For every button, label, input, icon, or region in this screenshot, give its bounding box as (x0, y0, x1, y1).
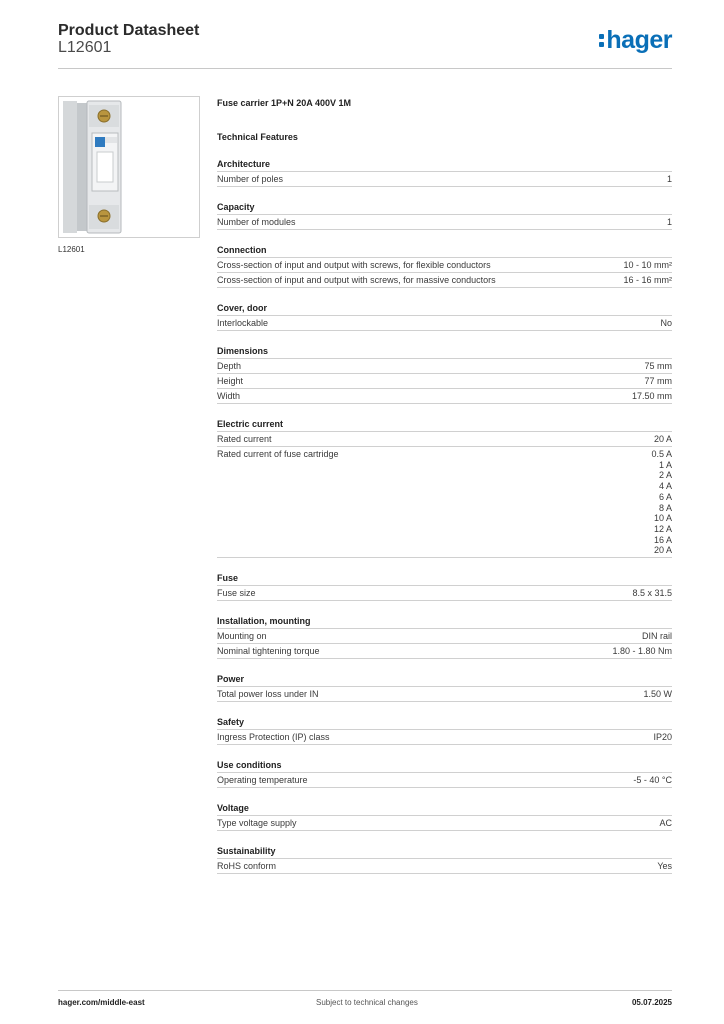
feature-label: Operating temperature (217, 775, 308, 786)
feature-value: 75 mm (644, 361, 672, 371)
feature-value: 4 A (658, 481, 672, 492)
feature-section (217, 673, 672, 702)
feature-value: 77 mm (644, 376, 672, 386)
brand-name: hager (606, 26, 672, 54)
feature-values (632, 588, 672, 599)
feature-value: 2 A (658, 470, 672, 481)
feature-row (217, 859, 672, 874)
feature-row (217, 258, 672, 273)
section-title: Use conditions (217, 759, 672, 773)
feature-value: IP20 (653, 732, 672, 743)
feature-value: 1 (666, 174, 672, 184)
logo-dots-icon (599, 34, 604, 47)
feature-value: 17.50 mm (631, 391, 672, 401)
feature-row (217, 816, 672, 831)
section-title: Safety (217, 716, 672, 730)
datasheet-content (217, 96, 672, 874)
feature-value: 1.50 W (643, 689, 672, 700)
product-name: Fuse carrier 1P+N 20A 400V 1M (217, 98, 351, 108)
feature-row (217, 316, 672, 331)
feature-row (217, 586, 672, 601)
feature-section (217, 615, 672, 659)
feature-values (612, 646, 672, 657)
feature-row (217, 730, 672, 745)
feature-label: Mounting on (217, 631, 267, 642)
section-title: Sustainability (217, 845, 672, 859)
feature-values (657, 861, 672, 872)
feature-row (217, 374, 672, 389)
header-divider (58, 68, 672, 69)
feature-value: 1.80 - 1.80 Nm (612, 646, 672, 657)
feature-value: 0.5 A (651, 449, 672, 459)
feature-values (651, 449, 672, 556)
feature-section (217, 345, 672, 404)
feature-label: Nominal tightening torque (217, 646, 320, 657)
feature-row (217, 773, 672, 788)
feature-section (217, 572, 672, 601)
feature-label: Depth (217, 361, 242, 371)
feature-label: Fuse size (217, 588, 256, 599)
section-title: Fuse (217, 572, 672, 586)
section-title: Cover, door (217, 302, 672, 316)
feature-values (623, 275, 672, 286)
section-title: Dimensions (217, 345, 672, 359)
feature-value: 12 A (653, 523, 672, 534)
technical-features-heading: Technical Features (217, 132, 298, 142)
feature-value: DIN rail (641, 631, 672, 642)
section-title: Architecture (217, 158, 672, 172)
feature-label: Rated current (217, 434, 272, 444)
feature-row (217, 215, 672, 230)
feature-value: Yes (657, 861, 672, 872)
feature-label: Height (217, 376, 244, 386)
feature-value: -5 - 40 °C (633, 775, 672, 786)
feature-label: Ingress Protection (IP) class (217, 732, 330, 743)
product-code: L12601 (58, 39, 112, 56)
feature-row (217, 389, 672, 404)
feature-values (632, 391, 672, 402)
feature-section (217, 716, 672, 745)
feature-values (660, 318, 672, 329)
feature-value: 1 (666, 217, 672, 227)
feature-values (653, 732, 672, 743)
feature-values (623, 260, 672, 271)
brand-logo (599, 28, 672, 53)
section-title: Electric current (217, 418, 672, 432)
feature-section (217, 302, 672, 331)
feature-label: Type voltage supply (217, 818, 297, 829)
feature-row (217, 172, 672, 187)
feature-label: Cross-section of input and output with screws, for flexible conductors (217, 260, 491, 270)
feature-row (217, 447, 672, 558)
footer-notice: Subject to technical changes (316, 998, 418, 1007)
image-caption: L12601 (58, 245, 85, 254)
feature-row (217, 644, 672, 659)
feature-value: 10 - 10 mm² (623, 260, 672, 270)
feature-label: Total power loss under IN (217, 689, 319, 700)
feature-value: 8.5 x 31.5 (632, 588, 672, 599)
section-title: Installation, mounting (217, 615, 672, 629)
feature-section (217, 244, 672, 288)
feature-values (667, 174, 672, 185)
feature-label: Number of poles (217, 174, 284, 184)
feature-label: RoHS conform (217, 861, 277, 872)
feature-value: 1 A (658, 459, 672, 470)
feature-label: Width (217, 391, 241, 401)
feature-label: Number of modules (217, 217, 296, 227)
feature-values (633, 775, 672, 786)
footer-divider (58, 990, 672, 991)
feature-value: 20 A (653, 434, 672, 444)
feature-section (217, 158, 672, 187)
feature-value: 8 A (658, 502, 672, 513)
feature-value: 20 A (653, 545, 672, 556)
section-title: Capacity (217, 201, 672, 215)
feature-value: No (660, 318, 672, 328)
section-title: Connection (217, 244, 672, 258)
feature-section (217, 759, 672, 788)
footer-date: 05.07.2025 (631, 998, 672, 1007)
feature-row (217, 432, 672, 447)
feature-value: 16 - 16 mm² (623, 275, 672, 285)
feature-row (217, 359, 672, 374)
feature-label: Cross-section of input and output with screws, for massive conductors (217, 275, 496, 285)
feature-values (659, 818, 672, 829)
feature-section (217, 418, 672, 558)
feature-sections (217, 158, 672, 874)
feature-label: Interlockable (217, 318, 269, 328)
feature-row (217, 273, 672, 288)
feature-values (644, 376, 672, 387)
feature-row (217, 687, 672, 702)
fuse-carrier-icon (59, 97, 199, 237)
footer-website[interactable]: hager.com/middle-east (58, 998, 145, 1007)
feature-section (217, 845, 672, 874)
feature-value: 6 A (658, 491, 672, 502)
feature-values (642, 631, 672, 642)
feature-value: 16 A (653, 534, 672, 545)
page-title: Product Datasheet (58, 22, 200, 39)
feature-values (654, 434, 672, 445)
feature-section (217, 802, 672, 831)
feature-values (643, 689, 672, 700)
section-title: Voltage (217, 802, 672, 816)
feature-row (217, 629, 672, 644)
feature-values (667, 217, 672, 228)
product-image (58, 96, 200, 238)
page-header (58, 22, 672, 70)
section-title: Power (217, 673, 672, 687)
feature-values (644, 361, 672, 372)
feature-section (217, 201, 672, 230)
feature-value: AC (659, 818, 672, 829)
feature-value: 10 A (653, 513, 672, 524)
feature-label: Rated current of fuse cartridge (217, 449, 339, 459)
